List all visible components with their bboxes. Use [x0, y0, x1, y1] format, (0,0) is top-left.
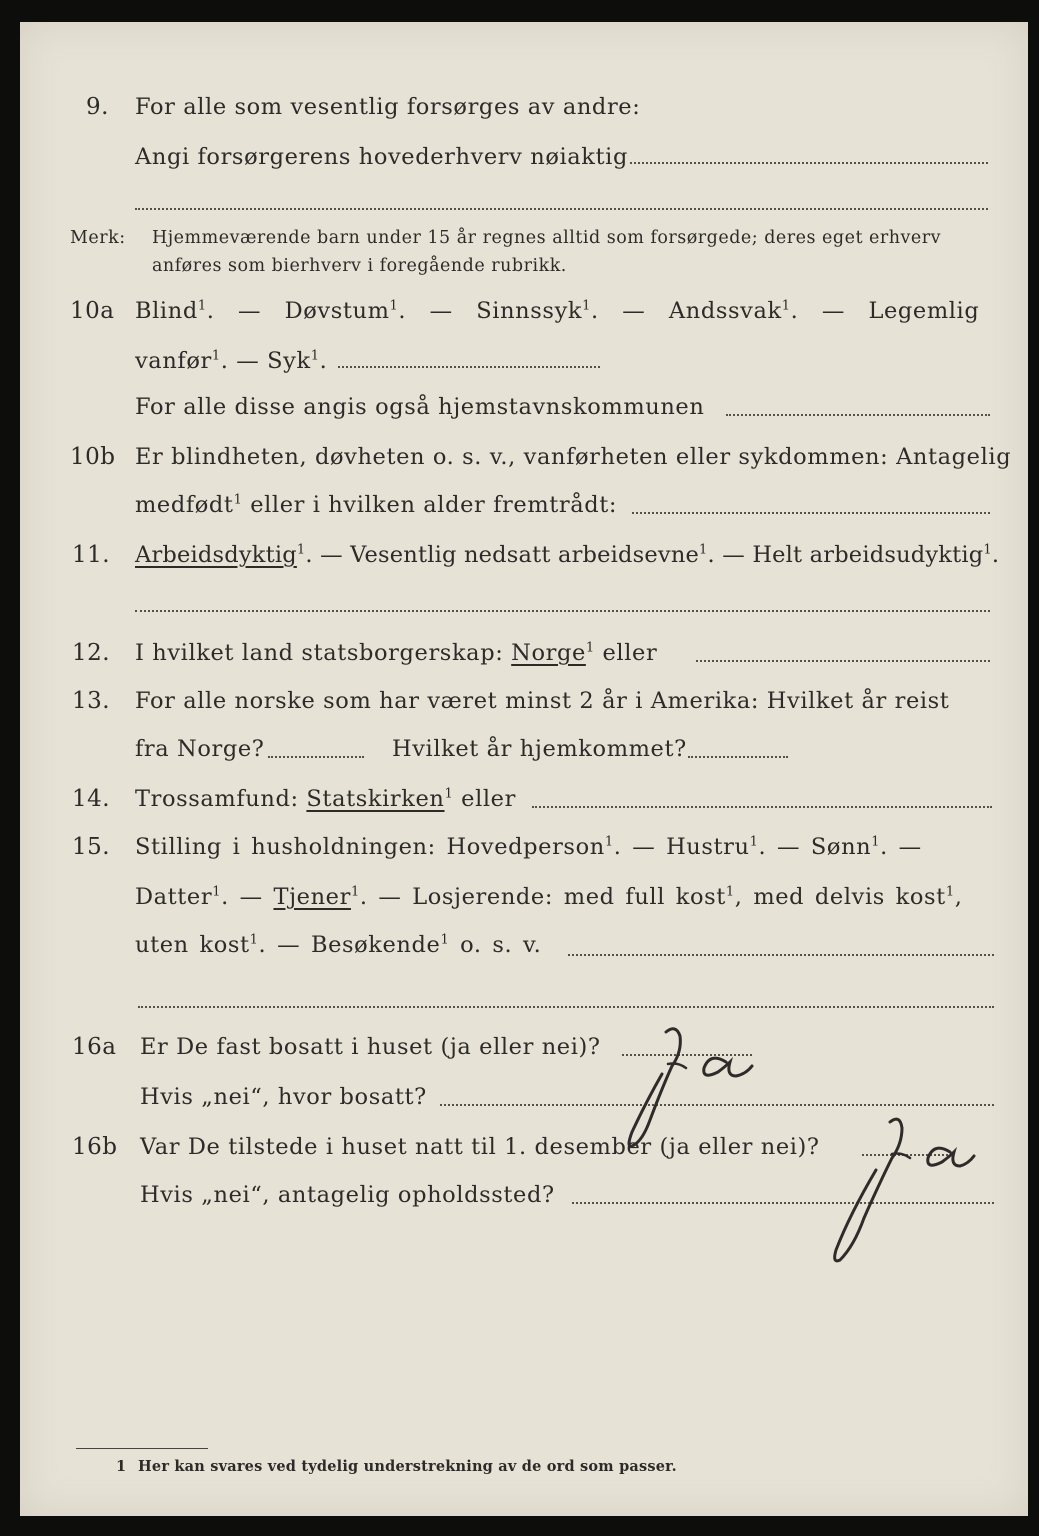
option-besokende[interactable]: Besøkende [310, 932, 441, 958]
q16b-number: 16b [72, 1134, 118, 1160]
q10a-line3: For alle disse angis også hjemstavnskommunen [135, 394, 705, 420]
option-nedsatt[interactable]: Vesentlig nedsatt arbeidsevne [350, 542, 700, 568]
option-legemlig[interactable]: Legemlig [868, 298, 980, 324]
census-form-page [20, 22, 1028, 1516]
q16b-handwritten-answer [798, 1114, 978, 1278]
option-sonn[interactable]: Sønn [810, 834, 872, 860]
option-helt-udyktig[interactable]: Helt arbeidsudyktig [752, 542, 984, 568]
q13-year-returned-line[interactable] [688, 756, 788, 758]
q12-answer-line[interactable] [696, 660, 990, 662]
q16a-line2: Hvis „nei“, hvor bosatt? [140, 1084, 427, 1110]
q10b-number: 10b [70, 444, 116, 470]
option-andssvak[interactable]: Andssvak [668, 298, 782, 324]
q12-number: 12. [72, 640, 111, 666]
q16a-place-line[interactable] [440, 1104, 994, 1106]
q10b-answer-line[interactable] [632, 512, 990, 514]
q16a-number: 16a [72, 1034, 117, 1060]
q10a-kommune-line[interactable] [726, 414, 990, 416]
q12-line: I hvilket land statsborgerskap: Norge$^1$ eller [135, 640, 658, 666]
option-arbeidsdyktig[interactable]: Arbeidsdyktig [135, 542, 297, 568]
q10a-line1: Blind$^1$. — Døvstum$^1$. — Sinnssyk$^1$. — Andssvak$^1$. — Legemlig [135, 298, 980, 324]
option-full-kost[interactable]: med full kost [563, 884, 726, 910]
q15-line2: Datter$^1$. — Tjener$^1$. — Losjerende: med full kost$^1$, med delvis kost$^1$, [135, 884, 963, 910]
q10a-answer-line[interactable] [338, 366, 600, 368]
footnote-mark: 1 [116, 1458, 127, 1475]
option-blind[interactable]: Blind [135, 298, 198, 324]
option-datter[interactable]: Datter [135, 884, 213, 910]
q10a-number: 10a [70, 298, 115, 324]
q10b-line1: Er blindheten, døvheten o. s. v., vanførheten eller sykdommen: Antagelig [135, 444, 1012, 470]
merk-line2: anføres som bierhverv i foregående rubrikk. [152, 256, 567, 276]
q15-answer-line[interactable] [568, 954, 994, 956]
merk-label: Merk: [70, 228, 126, 248]
q11-number: 11. [72, 542, 111, 568]
q9-line1: For alle som vesentlig forsørges av andre: [135, 94, 641, 120]
q13-line1: For alle norske som har været minst 2 år i Amerika: Hvilket år reist [135, 688, 950, 714]
q15-answer-line-2[interactable] [138, 1006, 994, 1008]
q9-number: 9. [86, 94, 109, 120]
q9-line2: Angi forsørgerens hovederhverv nøiaktig [135, 144, 628, 170]
q11-line1: Arbeidsdyktig$^1$. — Vesentlig nedsatt arbeidsevne$^1$. — Helt arbeidsudyktig$^1$. [135, 542, 1000, 568]
q9-answer-line[interactable] [630, 162, 988, 164]
q9-answer-line-2[interactable] [135, 208, 988, 210]
q16b-line1: Var De tilstede i huset natt til 1. desember (ja eller nei)? [140, 1134, 820, 1160]
option-uten-kost[interactable]: uten kost [135, 932, 250, 958]
q16a-line1: Er De fast bosatt i huset (ja eller nei)? [140, 1034, 601, 1060]
option-syk[interactable]: Syk [267, 348, 311, 374]
option-sinnssyk[interactable]: Sinnssyk [476, 298, 583, 324]
merk-line1: Hjemmeværende barn under 15 år regnes alltid som forsørgede; deres eget erhverv [152, 228, 942, 248]
q15-line3: uten kost$^1$. — Besøkende$^1$ o. s. v. [135, 932, 542, 958]
option-hovedperson[interactable]: Hovedperson [446, 834, 605, 860]
option-statskirken[interactable]: Statskirken [306, 786, 445, 812]
option-norge[interactable]: Norge [511, 640, 586, 666]
q16b-answer-line[interactable] [862, 1154, 952, 1156]
option-hustru[interactable]: Hustru [666, 834, 750, 860]
q15-number: 15. [72, 834, 111, 860]
q13-fra-label: fra Norge? [135, 736, 265, 762]
q14-number: 14. [72, 786, 111, 812]
q10b-line2: medfødt$^1$ eller i hvilken alder fremtrådt: [135, 492, 618, 518]
q16a-answer-line[interactable] [622, 1054, 752, 1056]
q14-line: Trossamfund: Statskirken$^1$ eller [135, 786, 516, 812]
option-vanfor[interactable]: vanfør [135, 348, 212, 374]
footnote-rule [76, 1448, 208, 1449]
footnote-text: Her kan svares ved tydelig understrekning av de ord som passer. [138, 1458, 677, 1475]
q13-hjem-label: Hvilket år hjemkommet? [392, 736, 687, 762]
q13-number: 13. [72, 688, 111, 714]
q11-answer-line[interactable] [135, 610, 990, 612]
q15-line1: Stilling i husholdningen: Hovedperson$^1$. — Hustru$^1$. — Sønn$^1$. — [135, 834, 922, 860]
option-tjener[interactable]: Tjener [273, 884, 351, 910]
option-medfodt[interactable]: medfødt [135, 492, 234, 518]
q14-answer-line[interactable] [532, 806, 992, 808]
q16b-line2: Hvis „nei“, antagelig opholdssted? [140, 1182, 555, 1208]
q10a-line2: vanfør$^1$. — Syk$^1$. [135, 348, 328, 374]
option-delvis-kost[interactable]: med delvis kost [753, 884, 946, 910]
q16b-place-line[interactable] [572, 1202, 994, 1204]
option-dovstum[interactable]: Døvstum [284, 298, 390, 324]
q13-year-left-line[interactable] [268, 756, 364, 758]
